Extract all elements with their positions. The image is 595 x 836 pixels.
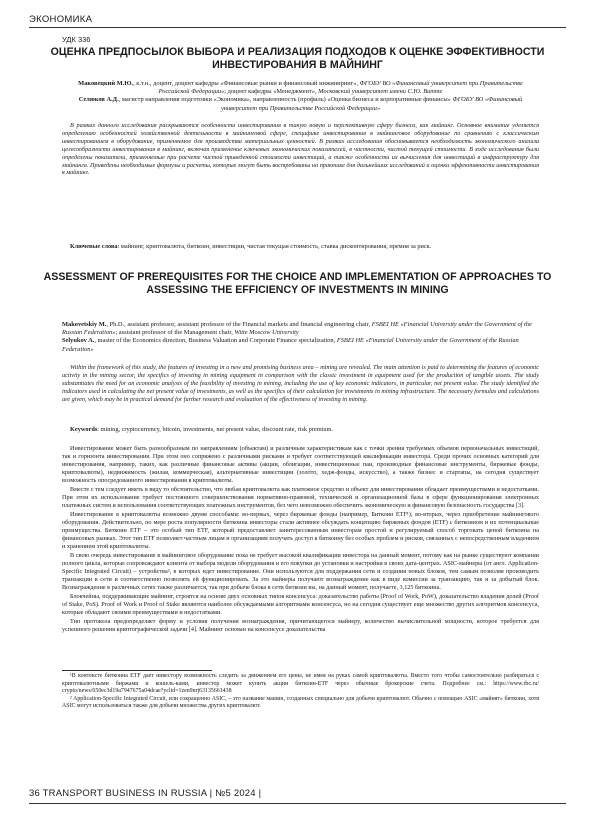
author-affiliation: ; assistant professor of the Management chair, xyxy=(115,329,235,337)
keywords-text: : майнинг, криптовалюта, биткоин, инвестиции, чистая текущая стоимость, ставка дисконтирования, премия за риск. xyxy=(117,243,432,250)
author-affiliation: , Ph.D., assistant professor, assistant professor of the Financial markets and financial engineering chair, xyxy=(106,321,372,328)
keywords-text: : mining, cryptocurrency, bitcoin, investments, net present value, discount rate, risk premium. xyxy=(97,426,333,433)
author-affiliation: , master of the Economics direction, Business Valuation and Corporate Finance specialization, xyxy=(94,337,337,345)
author-affiliation: FSBEI HE «Financial University under the Government of the Russian Federation» xyxy=(62,321,532,337)
author-2-ru xyxy=(62,96,539,112)
footnote: ² Application-Specific Integrated Circuit, или сокращенно ASIC, – это название машин, созданных специально для добычи криптовалют. Обычно с помощью ASIC «майнят» биткоин, хотя ASIC могут использоваться также для добычи множества других криптовалют. xyxy=(62,695,539,710)
body-paragraph: Вместе с тем следует иметь в виду то обстоятельство, что любая криптовалюта как платежное средство и объект для инвестирования обладает преимуществами и недостатками. При этом их использование требует постоянного совершенствования нормативно-правовой, технической и организационной базы в сфере функционирования электронных платежных систем и использования соответствующих платежных инструментов, без чего невозможно обеспечить экономическую и финансовую безопасность государства [3]. xyxy=(62,486,539,509)
author-affiliation: ; доцент кафедры «Менеджмент», xyxy=(224,88,319,96)
body-paragraph: Блокчейны, поддерживающие майнинг, строятся на основе двух основных типов консенсуса: доказательство работы (Proof of Work, PoW), доказательство владения долей (Proof of Stake, PoS). Proof of Work и Proof of Stake являются наиболее обсуждаемыми алгоритмами консенсуса, но на сегодня существует еще множество других алгоритмов консенсуса, которые обладают своими преимуществами и недостатками. xyxy=(62,593,539,616)
header-divider xyxy=(29,27,566,28)
article-body xyxy=(62,445,539,635)
footnote-divider xyxy=(62,670,212,671)
article-title-en: ASSESSMENT OF PREREQUISITES FOR THE CHOICE AND IMPLEMENTATION OF APPROACHES TO ASSESSING THE EFFICIENCY OF INVESTMENTS IN MINING xyxy=(43,271,552,296)
keywords-ru xyxy=(62,243,539,251)
author-affiliation: ФГОБУ ВО «Финансовый университет при Правительстве Российской Федерации» xyxy=(220,96,523,112)
keywords-en xyxy=(62,426,539,434)
author-affiliation: FSBEI HE «Financial University under the Government of the Russian Federation» xyxy=(62,337,519,353)
author-name: Селюков А.Д. xyxy=(78,96,119,104)
abstract-en xyxy=(62,364,539,404)
abstract-ru xyxy=(62,122,539,177)
author-affiliation: ФГОБУ ВО «Финансовый университет при Правительстве Российской Федерации» xyxy=(158,80,523,96)
footnotes xyxy=(62,673,539,711)
page-footer: 36 TRANSPORT BUSINESS IN RUSSIA | №5 2024 | xyxy=(29,788,262,799)
author-2-en xyxy=(62,337,539,353)
body-paragraph: Инвестирование в криптовалюты возможно двумя способами: во-первых, через биржевые фонды (например, Биткоин ETF¹); во-вторых, через приобретение майнингового оборудования. Действительно, по мере роста популярности биткоина инвесторы стали активнее обсуждать концепцию биржевых фондов (ETF) с биткоином и их потенциальные преимущества. Биткоин ETF – это особый тип ETF, который предоставляет заинтересованным инвесторам простой и регулируемый способ торговать ценой биткоина на финансовых рынках. Этот тип ETF позволяет частным лицам и организациям получать доступ к биткоину без особых проблем и рисков, связанных с непосредственным владением и хранением этой криптовалюты. xyxy=(62,511,539,550)
article-title-ru: ОЦЕНКА ПРЕДПОСЫЛОК ВЫБОРА И РЕАЛИЗАЦИЯ ПОДХОДОВ К ОЦЕНКЕ ЭФФЕКТИВНОСТИ ИНВЕСТИРОВАНИЯ В МАЙНИНГ xyxy=(50,46,545,71)
authors-en xyxy=(62,321,539,354)
footnote: ¹В контексте биткоина ETF дает инвестору возможность следить за движением его цены, не имея на руках самой криптовалюты. Вместо того чтобы самостоятельно разбираться с криптовалютными биржами и кошель-ками, инвестор может купить акции биткоин-ETF через обычные брокерские счета. Подробнее см.: https://www.rbc.ru/ crypto/news/650ec3d19a7947675a04dcae?yclid=1zen9nrj63135661438 xyxy=(62,673,539,695)
author-1-ru xyxy=(62,80,539,96)
keywords-label: Keywords xyxy=(70,426,98,433)
footer-divider xyxy=(29,803,566,804)
authors-ru xyxy=(62,80,539,113)
author-affiliation: , магистр направления подготовки «Экономика», направленность (профиль) «Оценка бизнеса и корпоративные финансы» xyxy=(118,96,453,104)
abstract-text: В рамках данного исследования раскрываются особенности инвестирования в такую новую и перспективную сферу бизнеса, как майнинг. Основное внимание уделяется определению особенностей хозяйственной деятельности в майнинговой сфере, специфике инвестирования в майнинговое оборудование по сравнению с классическим инвестированием в оборудование, применяемое для производства материальных ценностей. В рамках исследования обосновывается необходимость экономического анализа целесообразности инвестирования в майнинг, включая применение ключевых экономических показателей, в частности, чистой текущей стоимости. В ходе исследования были определены показатели, применяемые при расчете чистой приведенной стоимости инвестиций, а также особенности их вычисления для инвестиций в инфраструктуру для майнинга. Приведены необходимые формулы и расчеты, которые могут быть востребованы на практике для дальнейших исследований и оценки эффективности инвестирования в майнинг. xyxy=(62,122,539,177)
author-affiliation: Московский университет имени С.Ю. Витте xyxy=(318,88,443,96)
abstract-text: Within the framework of this study, the features of investing in a new and promising business area – mining are revealed. The main attention is paid to determining the features of economic activity in the mining sector, the specifics of investing in mining equipment in comparison with the classic investment in equipment used for the production of tangible assets. The study substantiates the need for an economic analysis of the feasibility of investing in mining, including the use of key economic indicators, in particular, net present value. The study identified the indicators used in calculating the net present value of investments, as well as the specifics of their calculation for investments in mining infrastructure. The necessary formulas and calculations are given, which may be in practical demand for further research and evaluation of the effectiveness of investing in mining. xyxy=(62,364,539,403)
author-affiliation: , к.т.н., доцент, доцент кафедры «Финансовые рынки и финансовый инжиниринг», xyxy=(133,80,360,87)
author-name: Makovetskiy M. xyxy=(62,321,107,328)
body-paragraph: Тип протокола предопределяет форму и условия получения вознаграждения, причитающегося майнеру, количество вычислительной мощности, которое требуется для успешного решения криптографической задачи [4]. Майнинг основан на консенсусе доказательства xyxy=(62,618,539,633)
body-paragraph: В свою очередь инвестирование в майнинговое оборудование пока не требует высокой квалификации инвестора на данный момент, потому как на рынке существуют компании полного цикла, которые сопровождают клиента от выбора модели оборудования и его покупки до установки и настройки в своих дата-центрах. ASIC-майнеры (от англ. Application-Specific Integrated Circuit) – устройства², в которых идет инвестирование. Они используются для поддержания сети и создания новых блоков, тем самым позволяя производить транзакции в сети и соответственно позволять ей функционировать. За это майнеры получают вознаграждение как в виде комиссии за транзакцию, так и за добытый блок. Вознаграждение в различных сетях также различается, так при добыче блока в сети биткоин вы, на данный момент, получаете, 3,125 биткоина. xyxy=(62,552,539,591)
author-1-en xyxy=(62,321,539,337)
author-name: Selyukov A. xyxy=(62,337,95,345)
author-name: Маковецкий М.Ю. xyxy=(78,80,134,87)
author-affiliation: Witte Moscow University xyxy=(234,329,299,337)
body-paragraph: Инвестирование может быть разнообразным по направлениям (объектам) и различным характеристикам как с точки зрения требуемых объемов первоначальных инвестиций, так и горизонта инвестирования. При этом оно сопряжено с различными рисками и требует соответствующей квалификации инвестора. Среди прочих основных категорий для инвестирования, например, таких, как различные финансовые активы (акции, облигации, инвестиционные паи, производные финансовые инструменты, биржевые фонды, криптовалюты), недвижимость (жилая, коммерческая), альтернативные инвестиции (золото, хедж-фонды, искусство), а также бизнес и стартапы, на сегодня существует возможность опосредованного инвестирования в криптовалюты. xyxy=(62,445,539,484)
udk-code: УДК 336 xyxy=(62,35,91,44)
section-label: ЭКОНОМИКА xyxy=(29,14,93,25)
keywords-label: Ключевые слова xyxy=(70,243,118,250)
